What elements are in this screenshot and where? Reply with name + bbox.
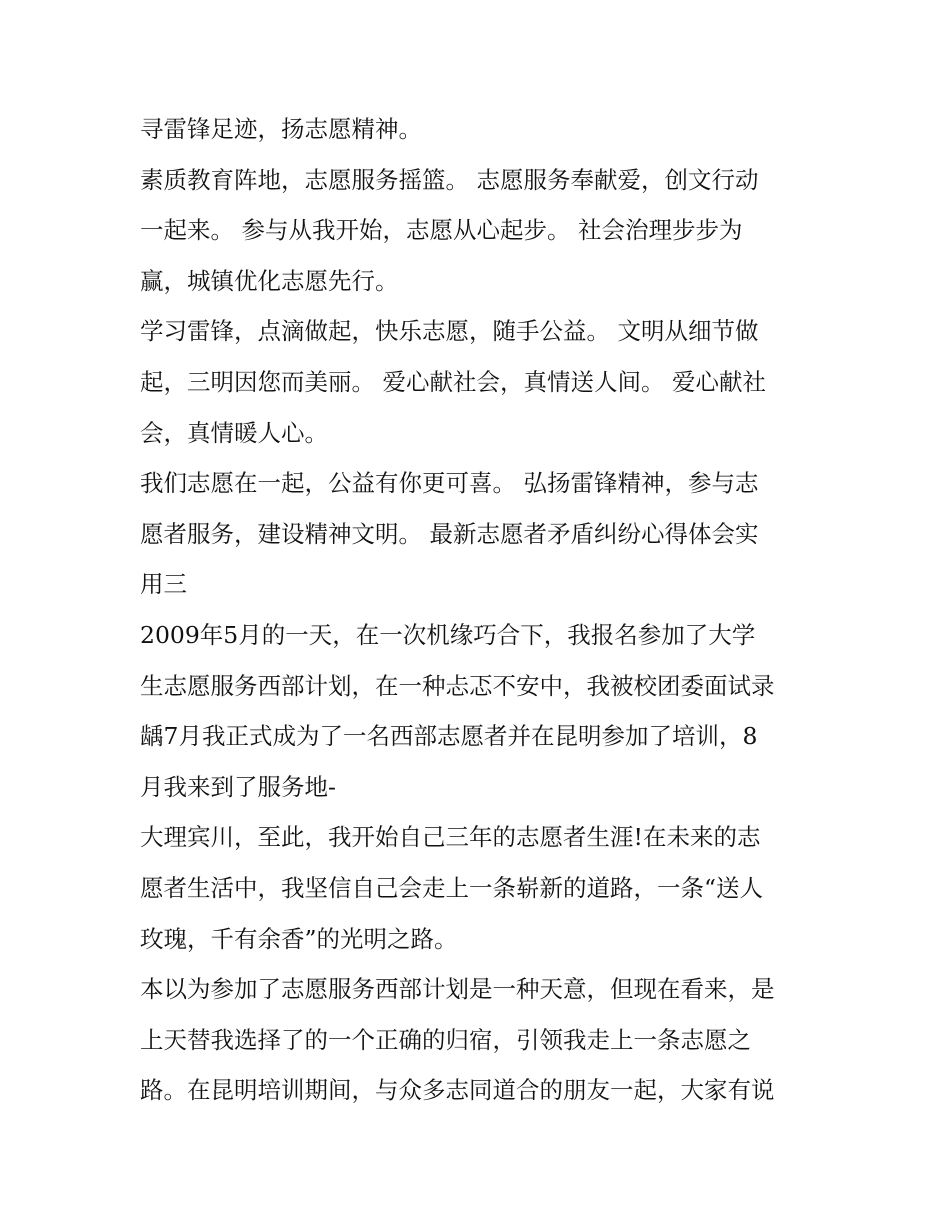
text-line: 龋7月我正式成为了一名西部志愿者并在昆明参加了培训，8 <box>140 722 758 751</box>
text-line: 玫瑰，千有余香”的光明之路。 <box>140 924 458 953</box>
text-line: 起，三明因您而美丽。 爱心献社会，真情送人间。 爱心献社 <box>140 367 766 396</box>
text-line: 路。在昆明培训期间，与众多志同道合的朋友一起，大家有说 <box>140 1076 775 1105</box>
text-line: 愿者生活中，我坚信自己会走上一条崭新的道路，一条“送人 <box>140 873 764 902</box>
text-line: 我们志愿在一起，公益有你更可喜。 弘扬雷锋精神，参与志 <box>140 469 759 498</box>
text-line: 生志愿服务西部计划，在一种忐忑不安中，我被校团委面试录 <box>140 671 775 700</box>
text-line: 寻雷锋足迹，扬志愿精神。 <box>140 115 422 143</box>
text-line: 一起来。 参与从我开始，志愿从心起步。 社会治理步步为 <box>140 216 743 245</box>
document-body <box>140 104 830 1116</box>
text-line: 会，真情暖人心。 <box>140 418 328 447</box>
text-line: 学习雷锋，点滴做起，快乐志愿，随手公益。 文明从细节做 <box>140 317 759 346</box>
text-line: 上天替我选择了的一个正确的归宿，引领我走上一条志愿之 <box>140 1025 751 1054</box>
text-line: 素质教育阵地，志愿服务摇篮。 志愿服务奉献爱，创文行动 <box>140 165 759 194</box>
text-line: 月我来到了服务地- <box>140 772 336 801</box>
text-line: 2009年5月的一天，在一次机缘巧合下，我报名参加了大学 <box>140 620 756 649</box>
text-line: 赢，城镇优化志愿先行。 <box>140 266 399 295</box>
text-line: 大理宾川，至此，我开始自己三年的志愿者生涯!在未来的志 <box>140 823 761 852</box>
text-line: 愿者服务，建设精神文明。 最新志愿者矛盾纠纷心得体会实 <box>140 519 759 548</box>
text-line: 用三 <box>140 570 187 599</box>
text-line: 本以为参加了志愿服务西部计划是一种天意，但现在看来，是 <box>140 975 775 1004</box>
